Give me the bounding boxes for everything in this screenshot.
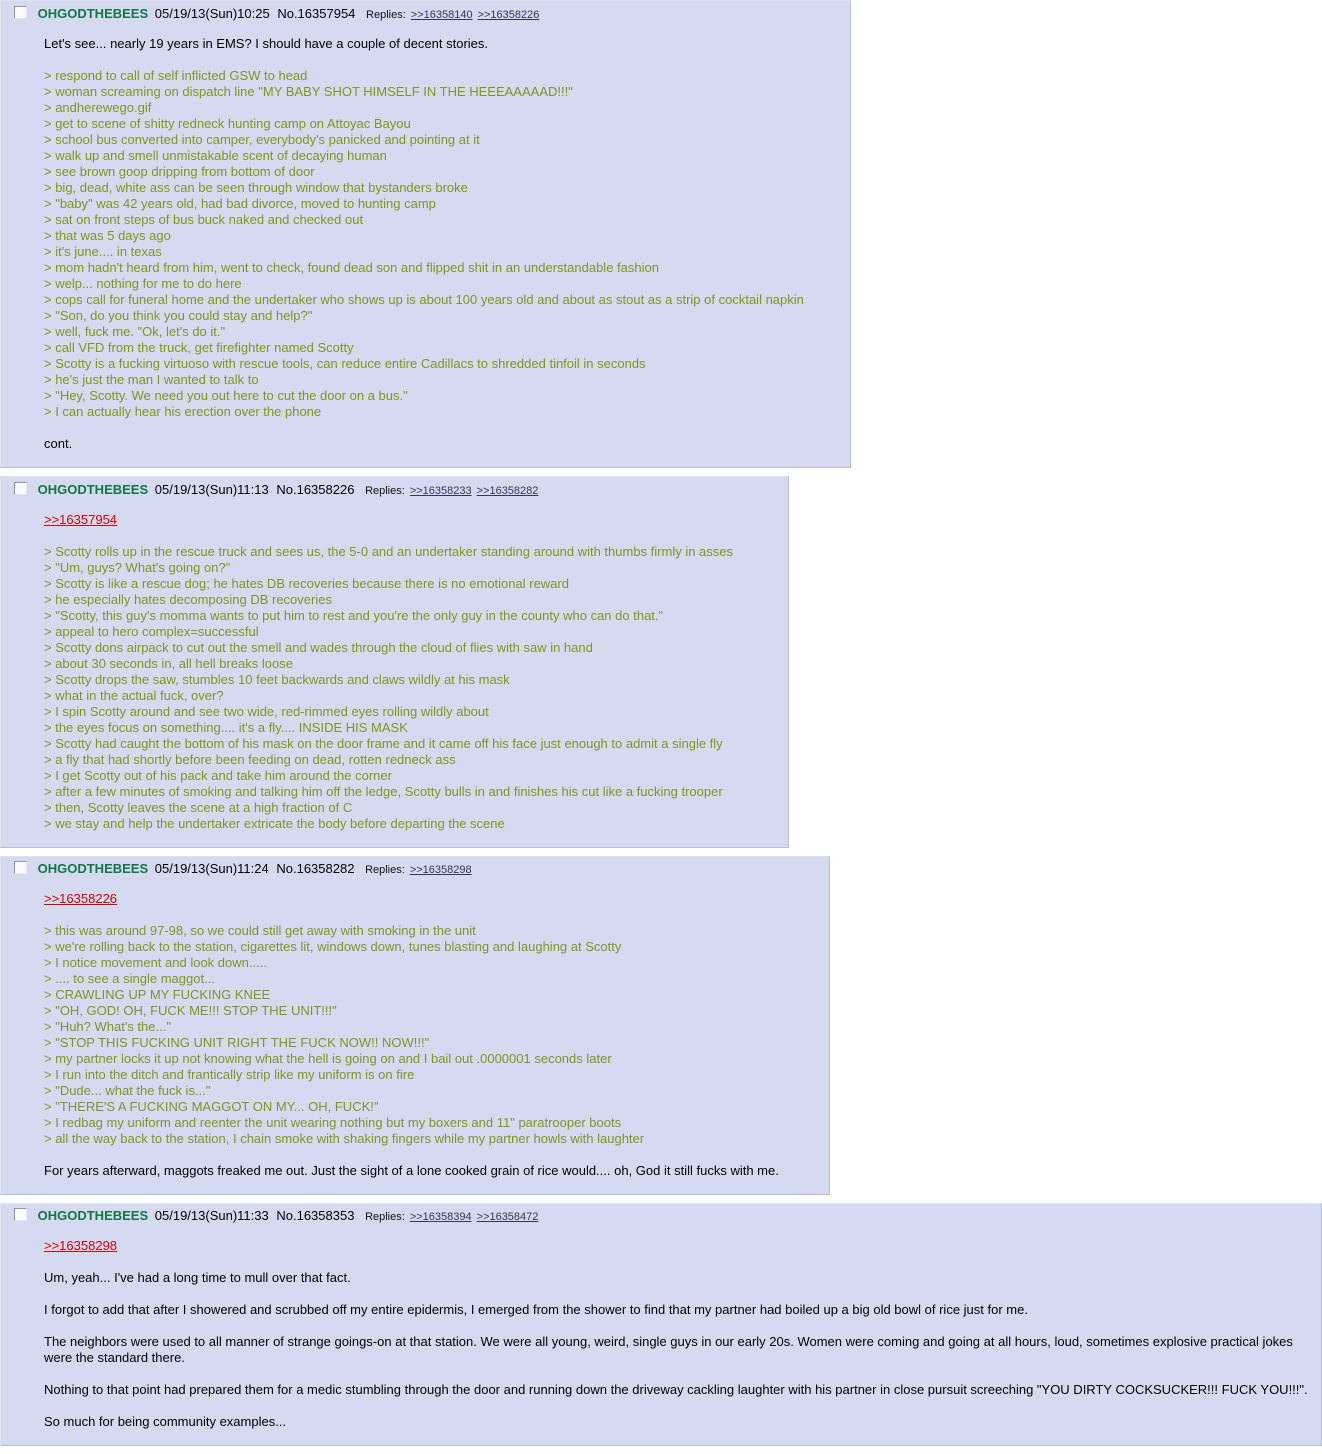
post-number[interactable]: No.16357954 (277, 6, 356, 21)
post-header (14, 861, 829, 878)
greentext-line: > Scotty dons airpack to cut out the smell and wades through the cloud of flies with saw in hand (44, 640, 593, 655)
greentext-line: > sat on front steps of bus buck naked and checked out (44, 212, 364, 227)
greentext-line: > I get Scotty out of his pack and take him around the corner (44, 768, 392, 783)
greentext-line: > after a few minutes of smoking and talking him off the ledge, Scotty bulls in and finishes his cut like a fucking trooper (44, 784, 723, 799)
greentext-line: > we stay and help the undertaker extricate the body before departing the scene (44, 816, 505, 831)
greentext-line: > "THERE'S A FUCKING MAGGOT ON MY... OH, FUCK!" (44, 1099, 379, 1114)
greentext-line: > Scotty drops the saw, stumbles 10 feet backwards and claws wildly at his mask (44, 672, 510, 687)
reply-link[interactable]: >>16358140 (410, 9, 473, 21)
post-body (44, 512, 788, 832)
greentext-line: > Scotty had caught the bottom of his mask on the door frame and it came off his face just enough to admit a single fly (44, 736, 723, 751)
backlink[interactable]: >>16358226 (44, 891, 118, 906)
text-block (44, 1414, 1321, 1430)
post-text-line: cont. (44, 436, 73, 451)
greentext-line: > Scotty is a fucking virtuoso with rescue tools, can reduce entire Cadillacs to shredded tinfoil in seconds (44, 356, 646, 371)
post-text-line: So much for being community examples... (44, 1414, 287, 1429)
reply-links (405, 482, 539, 497)
post-header (14, 6, 850, 23)
replies (358, 482, 538, 497)
greentext-line: > he's just the man I wanted to talk to (44, 372, 259, 387)
greentext-line: > I redbag my uniform and reenter the unit wearing nothing but my boxers and 11" paratrooper boots (44, 1115, 622, 1130)
reply-link[interactable]: >>16358472 (476, 1211, 539, 1223)
text-block (44, 1163, 829, 1179)
greentext-line: > welp... nothing for me to do here (44, 276, 242, 291)
text-block (44, 436, 850, 452)
post (0, 0, 851, 468)
greentext-line: > I can actually hear his erection over the phone (44, 404, 322, 419)
greentext-line: > "Son, do you think you could stay and help?" (44, 308, 313, 323)
greentext-line: > call VFD from the truck, get firefighter named Scotty (44, 340, 354, 355)
greentext-line: > .... to see a single maggot... (44, 971, 215, 986)
replies (359, 6, 539, 21)
greentext-line: > Scotty is like a rescue dog; he hates DB recoveries because there is no emotional reward (44, 576, 569, 591)
replies-label: Replies: (365, 485, 405, 497)
reply-links (405, 861, 472, 876)
poster-name: OHGODTHEBEES (37, 1208, 149, 1223)
greentext-line: > "Dude... what the fuck is..." (44, 1083, 211, 1098)
greentext-line: > andherewego.gif (44, 100, 152, 115)
greentext-line: > "OH, GOD! OH, FUCK ME!!! STOP THE UNIT!!!" (44, 1003, 337, 1018)
text-block (44, 1334, 1321, 1366)
replies (358, 1208, 538, 1223)
greentext-line: > "Hey, Scotty. We need you out here to cut the door on a bus." (44, 388, 408, 403)
greentext-line: > cops call for funeral home and the undertaker who shows up is about 100 years old and about as stout as a strip of cocktail napkin (44, 292, 804, 307)
reply-link[interactable]: >>16358394 (409, 1211, 472, 1223)
greentext-line: > I run into the ditch and frantically strip like my uniform is on fire (44, 1067, 415, 1082)
replies (358, 861, 472, 876)
post-number[interactable]: No.16358282 (276, 861, 355, 876)
post-header (14, 1208, 1321, 1225)
greentext-line: > I spin Scotty around and see two wide, red-rimmed eyes rolling wildly about (44, 704, 489, 719)
greentext-block (44, 68, 850, 420)
reply-link[interactable]: >>16358282 (476, 485, 539, 497)
greentext-line: > "baby" was 42 years old, had bad divorce, moved to hunting camp (44, 196, 436, 211)
greentext-block (44, 923, 829, 1147)
replies-label: Replies: (365, 1211, 405, 1223)
post-body (44, 1238, 1321, 1430)
greentext-line: > my partner locks it up not knowing what the hell is going on and I bail out .0000001 seconds later (44, 1051, 612, 1066)
replies-label: Replies: (365, 864, 405, 876)
greentext-line: > I notice movement and look down..... (44, 955, 267, 970)
greentext-line: > big, dead, white ass can be seen through window that bystanders broke (44, 180, 468, 195)
greentext-line: > what in the actual fuck, over? (44, 688, 224, 703)
greentext-line: > "Um, guys? What's going on?" (44, 560, 231, 575)
reply-link[interactable]: >>16358233 (409, 485, 472, 497)
reply-link[interactable]: >>16358298 (409, 864, 472, 876)
greentext-line: > he especially hates decomposing DB recoveries (44, 592, 332, 607)
post-header (14, 482, 788, 499)
greentext-line: > "Huh? What's the..." (44, 1019, 171, 1034)
post-checkbox[interactable] (14, 6, 27, 19)
greentext-line: > the eyes focus on something.... it's a fly.... INSIDE HIS MASK (44, 720, 408, 735)
text-block (44, 36, 850, 52)
greentext-line: > CRAWLING UP MY FUCKING KNEE (44, 987, 271, 1002)
text-block (44, 1302, 1321, 1318)
greentext-line: > all the way back to the station, I chain smoke with shaking fingers while my partner howls with laughter (44, 1131, 645, 1146)
post-text-line: I forgot to add that after I showered and scrubbed off my entire epidermis, I emerged from the shower to find that my partner had boiled up a big old bowl of rice just for me. (44, 1302, 1028, 1317)
greentext-line: > well, fuck me. "Ok, let's do it." (44, 324, 226, 339)
post-timestamp: 05/19/13(Sun)10:25 (154, 6, 270, 21)
post (0, 856, 830, 1195)
text-block (44, 1382, 1321, 1398)
reply-links (405, 1208, 539, 1223)
backlink[interactable]: >>16358298 (44, 1238, 118, 1253)
post-number[interactable]: No.16358353 (276, 1208, 355, 1223)
greentext-line: > woman screaming on dispatch line "MY BABY SHOT HIMSELF IN THE HEEEAAAAAD!!!" (44, 84, 573, 99)
greentext-line: > "Scotty, this guy's momma wants to put him to rest and you're the only guy in the county who can do that." (44, 608, 664, 623)
greentext-block (44, 544, 788, 832)
poster-name: OHGODTHEBEES (37, 861, 149, 876)
greentext-line: > respond to call of self inflicted GSW to head (44, 68, 308, 83)
greentext-line: > we're rolling back to the station, cigarettes lit, windows down, tunes blasting and laughing at Scotty (44, 939, 622, 954)
greentext-line: > it's june.... in texas (44, 244, 162, 259)
post-checkbox[interactable] (14, 861, 27, 874)
replies-label: Replies: (366, 9, 406, 21)
reply-links (406, 6, 540, 21)
post-checkbox[interactable] (14, 482, 27, 495)
post-timestamp: 05/19/13(Sun)11:33 (154, 1208, 269, 1223)
greentext-line: > get to scene of shitty redneck hunting camp on Attoyac Bayou (44, 116, 411, 131)
greentext-line: > a fly that had shortly before been feeding on dead, rotten redneck ass (44, 752, 456, 767)
post (0, 476, 789, 848)
greentext-line: > Scotty rolls up in the rescue truck and sees us, the 5-0 and an undertaker standing around with thumbs firmly in asses (44, 544, 734, 559)
post-number[interactable]: No.16358226 (276, 482, 355, 497)
greentext-line: > about 30 seconds in, all hell breaks loose (44, 656, 293, 671)
post (0, 1203, 1322, 1446)
greentext-line: > "STOP THIS FUCKING UNIT RIGHT THE FUCK NOW!! NOW!!!" (44, 1035, 430, 1050)
greentext-line: > this was around 97-98, so we could still get away with smoking in the unit (44, 923, 476, 938)
post-body (44, 891, 829, 1179)
post-body (44, 36, 850, 452)
post-text-line: Let's see... nearly 19 years in EMS? I should have a couple of decent stories. (44, 36, 489, 51)
text-block (44, 1270, 1321, 1286)
post-checkbox[interactable] (14, 1208, 27, 1221)
greentext-line: > see brown goop dripping from bottom of door (44, 164, 315, 179)
reply-link[interactable]: >>16358226 (477, 9, 540, 21)
backlink[interactable]: >>16357954 (44, 512, 118, 527)
post-text-line: The neighbors were used to all manner of strange goings-on at that station. We were all young, weird, single guys in our early 20s. Women were coming and going at all hours, loud, sometimes explosive practical jokes were the standard there. (44, 1334, 1297, 1365)
post-timestamp: 05/19/13(Sun)11:24 (154, 861, 269, 876)
greentext-line: > that was 5 days ago (44, 228, 171, 243)
post-text-line: Nothing to that point had prepared them for a medic stumbling through the door and running down the driveway cackling laughter with his partner in close pursuit screeching "YOU DIRTY COCKSUCKER!!! FUCK YOU!!!". (44, 1382, 1308, 1397)
greentext-line: > walk up and smell unmistakable scent of decaying human (44, 148, 387, 163)
post-text-line: Um, yeah... I've had a long time to mull over that fact. (44, 1270, 351, 1285)
greentext-line: > mom hadn't heard from him, went to check, found dead son and flipped shit in an understandable fashion (44, 260, 659, 275)
greentext-line: > school bus converted into camper, everybody's panicked and pointing at it (44, 132, 480, 147)
poster-name: OHGODTHEBEES (37, 6, 149, 21)
post-timestamp: 05/19/13(Sun)11:13 (154, 482, 269, 497)
greentext-line: > appeal to hero complex=successful (44, 624, 259, 639)
poster-name: OHGODTHEBEES (37, 482, 149, 497)
post-text-line: For years afterward, maggots freaked me out. Just the sight of a lone cooked grain of rice would.... oh, God it still fucks with me. (44, 1163, 779, 1178)
greentext-line: > then, Scotty leaves the scene at a high fraction of C (44, 800, 353, 815)
